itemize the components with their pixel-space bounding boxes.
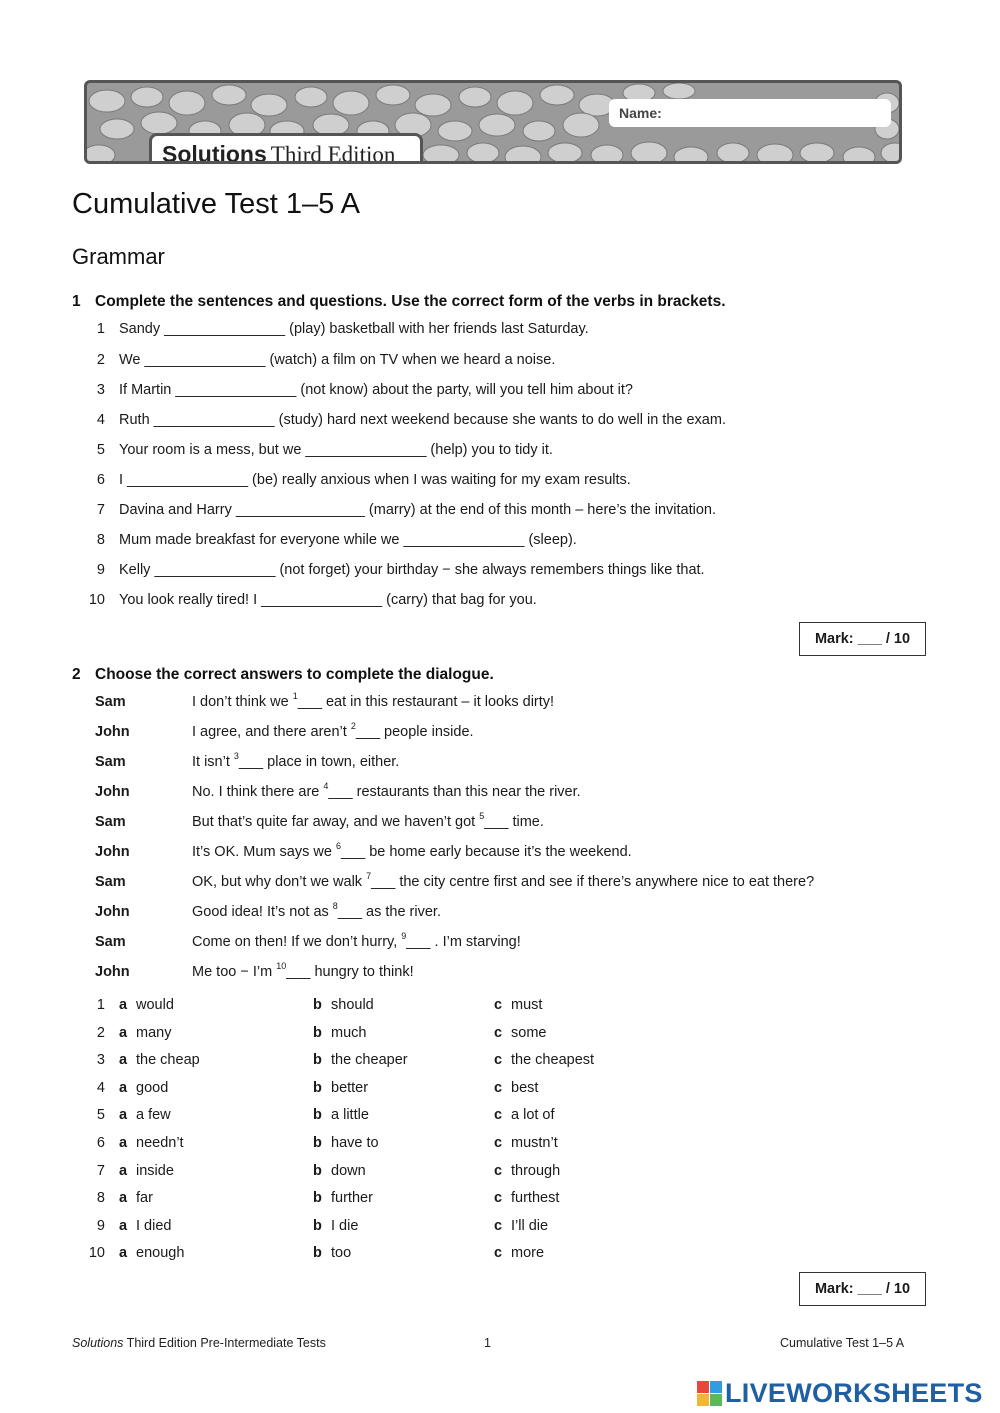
brand-logo <box>149 133 423 164</box>
dialogue-text <box>192 751 400 770</box>
option-c[interactable]: I’ll die <box>511 1217 549 1234</box>
dialogue-text <box>192 961 414 980</box>
option-number: 4 <box>96 1079 105 1096</box>
option-letter-c: c <box>494 1217 503 1234</box>
option-a[interactable]: the cheap <box>136 1052 200 1069</box>
dialogue-speaker: Sam <box>95 934 126 950</box>
dialogue-text <box>192 871 815 890</box>
option-number: 6 <box>96 1135 105 1151</box>
gap-number: 7 <box>366 871 372 881</box>
dialogue-text-after: ___ restaurants than this near the river. <box>328 784 581 800</box>
option-letter-a: a <box>119 1052 128 1069</box>
gap-number: 5 <box>479 811 485 821</box>
q2-mark-box[interactable]: Mark: ___ / 10 <box>799 1272 926 1306</box>
page-title: Cumulative Test 1–5 A <box>72 188 361 220</box>
option-letter-a: a <box>119 1107 128 1124</box>
dialogue-speaker: John <box>95 784 130 800</box>
option-letter-a: a <box>119 1217 128 1234</box>
option-letter-a: a <box>119 1162 128 1179</box>
dialogue-text-after: ___ eat in this restaurant – it looks dirty! <box>297 694 555 710</box>
q1-item-number: 3 <box>96 382 105 398</box>
option-letter-b: b <box>313 997 322 1013</box>
option-b[interactable]: too <box>331 1245 352 1262</box>
option-letter-a: a <box>119 997 128 1013</box>
option-a[interactable]: inside <box>136 1162 174 1179</box>
dialogue-speaker: Sam <box>95 694 126 710</box>
q1-item-number: 7 <box>96 502 105 518</box>
footer-left-rest: Third Edition Pre-Intermediate Tests <box>123 1336 326 1350</box>
option-c[interactable]: the cheapest <box>511 1052 595 1069</box>
dialogue-speaker: Sam <box>95 814 126 830</box>
option-b[interactable]: a little <box>331 1107 369 1124</box>
gap-number: 3 <box>233 751 239 761</box>
brand-rest: Third Edition <box>270 142 396 164</box>
footer-left-italic: Solutions <box>72 1336 124 1350</box>
dialogue-text-before: No. I think there are <box>192 784 324 800</box>
q1-item-number: 4 <box>96 412 105 428</box>
option-c[interactable]: best <box>511 1079 539 1096</box>
dialogue-speaker: John <box>95 844 130 860</box>
q2-number: 2 <box>72 666 81 683</box>
option-c[interactable]: through <box>511 1162 561 1179</box>
gap-number: 6 <box>335 841 341 851</box>
option-b[interactable]: much <box>331 1024 367 1041</box>
dialogue-text-after: ___ hungry to think! <box>286 964 414 980</box>
liveworksheets-icon <box>697 1381 723 1407</box>
option-number: 2 <box>96 1024 105 1041</box>
option-letter-b: b <box>313 1190 322 1207</box>
q2-heading <box>0 666 1000 686</box>
dialogue-text <box>192 931 521 950</box>
gap-number: 8 <box>332 901 338 911</box>
q1-item-text: Mum made breakfast for everyone while we _______________ (sleep). <box>119 532 577 548</box>
option-number: 8 <box>96 1190 105 1207</box>
section-title: Grammar <box>72 244 165 269</box>
gap-number: 10 <box>276 961 287 971</box>
dialogue-speaker: John <box>95 904 130 920</box>
dialogue-text <box>192 811 544 830</box>
footer <box>0 1336 1000 1354</box>
option-letter-c: c <box>494 1245 503 1262</box>
name-label: Name: <box>619 105 662 121</box>
option-letter-b: b <box>313 1079 322 1096</box>
dialogue-text-after: ___ time. <box>484 814 544 830</box>
q1-item-text: You look really tired! I _______________ (carry) that bag for you. <box>119 592 537 608</box>
option-number: 10 <box>88 1245 105 1262</box>
q1-item-number: 1 <box>96 321 105 337</box>
header-banner <box>84 80 902 164</box>
dialogue-text-after: ___ place in town, either. <box>238 754 400 770</box>
option-c[interactable]: a lot of <box>511 1107 555 1124</box>
dialogue-text-before: It’s OK. Mum says we <box>192 844 336 860</box>
dialogue-text-after: ___ people inside. <box>355 724 474 740</box>
option-a[interactable]: a few <box>136 1107 171 1124</box>
option-c[interactable]: furthest <box>511 1190 560 1207</box>
dialogue-text-after: ___ . I’m starving! <box>406 934 521 950</box>
q1-instruction: Complete the sentences and questions. Use the correct form of the verbs in brackets. <box>95 293 726 310</box>
q1-mark-box[interactable]: Mark: ___ / 10 <box>799 622 926 656</box>
q1-item-text: I _______________ (be) really anxious when I was waiting for my exam results. <box>119 472 631 488</box>
q1-item-number: 5 <box>96 442 105 458</box>
option-c[interactable]: must <box>511 997 543 1013</box>
option-letter-a: a <box>119 1190 128 1207</box>
option-c[interactable]: more <box>511 1245 545 1262</box>
dialogue-speaker: Sam <box>95 754 126 770</box>
dialogue-speaker: Sam <box>95 874 126 890</box>
option-letter-b: b <box>313 1217 322 1234</box>
option-letter-b: b <box>313 1162 322 1179</box>
option-letter-c: c <box>494 1107 503 1124</box>
q1-item-text: Sandy _______________ (play) basketball with her friends last Saturday. <box>119 321 589 337</box>
q1-item-number: 6 <box>96 472 105 488</box>
gap-number: 9 <box>401 931 407 941</box>
option-letter-c: c <box>494 1079 503 1096</box>
option-b[interactable]: should <box>331 997 374 1013</box>
option-number: 9 <box>96 1217 105 1234</box>
dialogue-text <box>192 721 474 740</box>
option-letter-b: b <box>313 1135 322 1151</box>
option-number: 7 <box>96 1162 105 1179</box>
option-letter-a: a <box>119 1135 128 1151</box>
option-letter-b: b <box>313 1107 322 1124</box>
option-letter-c: c <box>494 1135 503 1151</box>
q1-item-number: 10 <box>88 592 105 608</box>
q1-item-text: Your room is a mess, but we _______________ (help) you to tidy it. <box>119 442 553 458</box>
brand-bold: Solutions <box>162 141 267 164</box>
dialogue-text <box>192 691 555 710</box>
option-b[interactable]: I die <box>331 1217 359 1234</box>
dialogue-text <box>192 901 441 920</box>
dialogue-text-before: I agree, and there aren’t <box>192 724 351 740</box>
option-c[interactable]: mustn’t <box>511 1135 558 1151</box>
footer-left <box>72 1336 326 1350</box>
option-number: 5 <box>96 1107 105 1124</box>
name-field[interactable] <box>609 99 891 127</box>
option-letter-c: c <box>494 1190 503 1207</box>
option-letter-b: b <box>313 1024 322 1041</box>
option-b[interactable]: have to <box>331 1135 379 1151</box>
dialogue-text-before: Me too − I’m <box>192 964 277 980</box>
gap-number: 4 <box>323 781 329 791</box>
q1-number: 1 <box>72 293 81 310</box>
option-letter-c: c <box>494 997 503 1013</box>
dialogue-text <box>192 781 581 800</box>
q1-item-text: We _______________ (watch) a film on TV when we heard a noise. <box>119 352 556 368</box>
option-b[interactable]: further <box>331 1190 373 1207</box>
option-a[interactable]: good <box>136 1079 169 1096</box>
q1-item-text: Davina and Harry ________________ (marry) at the end of this month – here’s the invitation. <box>119 502 717 518</box>
dialogue-text-after: ___ as the river. <box>337 904 441 920</box>
dialogue-text-before: I don’t think we <box>192 694 293 710</box>
gap-number: 1 <box>292 691 298 701</box>
dialogue-text-after: ___ the city centre first and see if there’s anywhere nice to eat there? <box>371 874 815 890</box>
dialogue-text-before: OK, but why don’t we walk <box>192 874 367 890</box>
page-number: 1 <box>484 1336 491 1350</box>
q1-item-number: 2 <box>96 352 105 368</box>
q1-item-number: 9 <box>96 562 105 578</box>
q1-item-text: Ruth _______________ (study) hard next weekend because she wants to do well in the exam. <box>119 412 726 428</box>
gap-number: 2 <box>350 721 356 731</box>
option-letter-b: b <box>313 1245 322 1262</box>
option-number: 1 <box>96 997 105 1013</box>
option-letter-a: a <box>119 1245 128 1262</box>
dialogue-text-before: Good idea! It’s not as <box>192 904 333 920</box>
option-letter-c: c <box>494 1162 503 1179</box>
q1-item-number: 8 <box>96 532 105 548</box>
option-a[interactable]: enough <box>136 1245 185 1262</box>
dialogue-text-before: But that’s quite far away, and we haven’t got <box>192 814 480 830</box>
option-a[interactable]: far <box>136 1190 153 1207</box>
option-letter-a: a <box>119 1024 128 1041</box>
footer-right: Cumulative Test 1–5 A <box>780 1336 905 1350</box>
option-letter-a: a <box>119 1079 128 1096</box>
option-c[interactable]: some <box>511 1024 547 1041</box>
option-a[interactable]: would <box>136 997 174 1013</box>
option-a[interactable]: many <box>136 1024 172 1041</box>
dialogue-speaker: John <box>95 964 130 980</box>
liveworksheets-text: LIVEWORKSHEETS <box>725 1378 983 1408</box>
dialogue-text-before: It isn’t <box>192 754 234 770</box>
dialogue-text <box>192 841 632 860</box>
option-b[interactable]: the cheaper <box>331 1052 408 1069</box>
option-a[interactable]: I died <box>136 1217 172 1234</box>
option-letter-c: c <box>494 1024 503 1041</box>
dialogue-text-after: ___ be home early because it’s the weekend. <box>340 844 632 860</box>
option-letter-c: c <box>494 1052 503 1069</box>
dialogue-text-before: Come on then! If we don’t hurry, <box>192 934 402 950</box>
q1-heading <box>0 293 1000 313</box>
option-letter-b: b <box>313 1052 322 1069</box>
q1-item-text: Kelly _______________ (not forget) your birthday − she always remembers things like that. <box>119 562 705 578</box>
option-a[interactable]: needn’t <box>136 1135 184 1151</box>
dialogue-speaker: John <box>95 724 130 740</box>
option-b[interactable]: better <box>331 1079 369 1096</box>
q2-instruction: Choose the correct answers to complete the dialogue. <box>95 666 494 683</box>
option-number: 3 <box>96 1052 105 1069</box>
q1-item-text: If Martin _______________ (not know) about the party, will you tell him about it? <box>119 382 633 398</box>
option-b[interactable]: down <box>331 1162 366 1179</box>
